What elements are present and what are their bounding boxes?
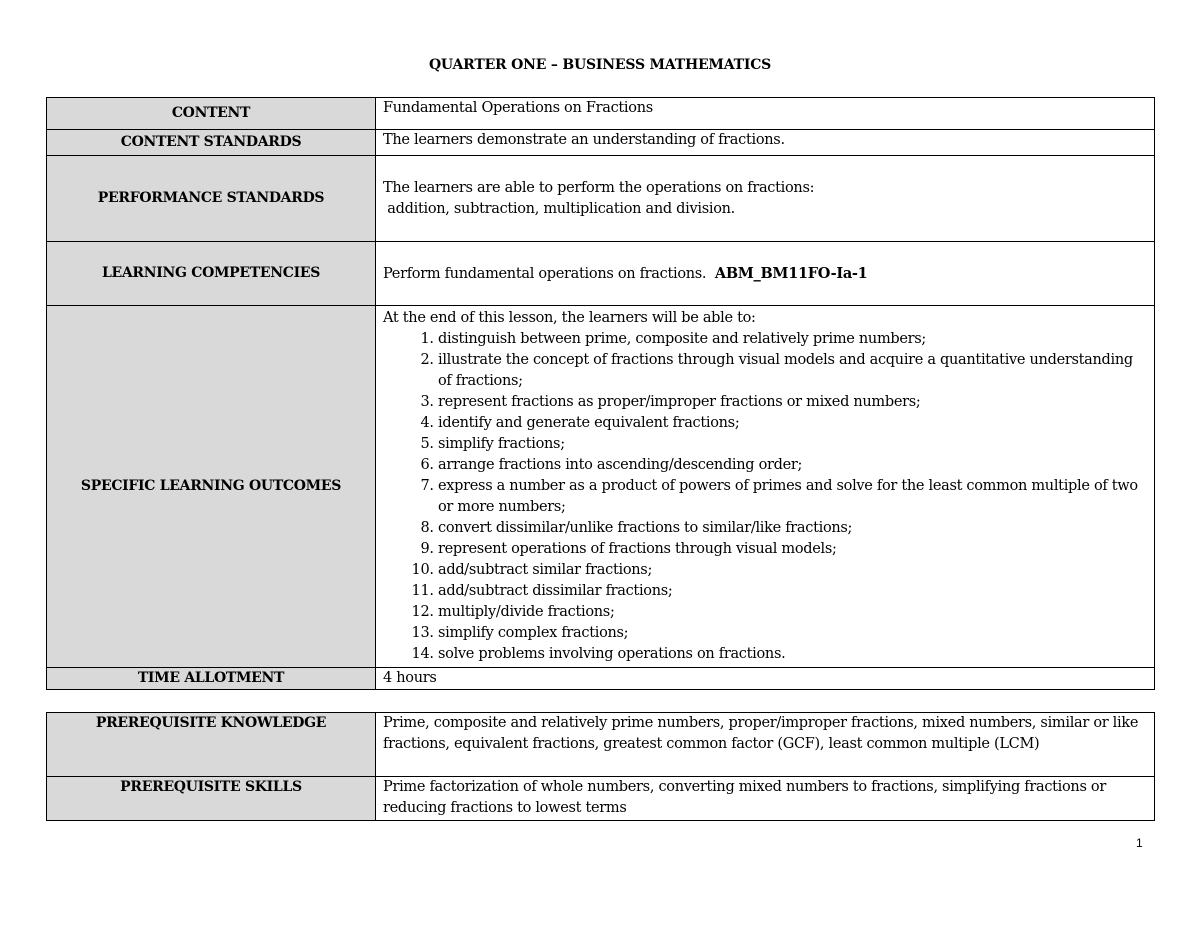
list-item: 7. express a number as a product of powers of primes and solve for the least common multiple of two or more numbers; bbox=[438, 476, 1147, 518]
prerequisites-table bbox=[46, 712, 1155, 821]
row-performance-standards bbox=[47, 156, 1155, 242]
prereq-knowledge-value: Prime, composite and relatively prime numbers, proper/improper fractions, mixed numbers, similar or like fractions, equivalent fractions, greatest common factor (GCF), least common multiple (LCM) bbox=[376, 713, 1155, 777]
row-time-allotment bbox=[47, 668, 1155, 690]
prereq-knowledge-label: PREREQUISITE KNOWLEDGE bbox=[47, 713, 376, 777]
content-value: Fundamental Operations on Fractions bbox=[376, 98, 1155, 130]
prereq-skills-label: PREREQUISITE SKILLS bbox=[47, 777, 376, 821]
list-item: 11. add/subtract dissimilar fractions; bbox=[438, 581, 1147, 602]
competency-code: ABM_BM11FO-Ia-1 bbox=[714, 264, 868, 282]
list-item: 2. illustrate the concept of fractions through visual models and acquire a quantitative understanding of fractions; bbox=[438, 350, 1147, 392]
time-allotment-value: 4 hours bbox=[376, 668, 1155, 690]
row-specific-outcomes bbox=[47, 306, 1155, 668]
lesson-overview-table bbox=[46, 97, 1155, 690]
specific-outcomes-label: SPECIFIC LEARNING OUTCOMES bbox=[47, 306, 376, 668]
performance-standards-label: PERFORMANCE STANDARDS bbox=[47, 156, 376, 242]
performance-standards-line2: addition, subtraction, multiplication and division. bbox=[383, 200, 735, 217]
document-title: QUARTER ONE – BUSINESS MATHEMATICS bbox=[428, 57, 772, 73]
list-item: 6. arrange fractions into ascending/descending order; bbox=[438, 455, 1147, 476]
list-item: 10. add/subtract similar fractions; bbox=[438, 560, 1147, 581]
list-item: 4. identify and generate equivalent fractions; bbox=[438, 413, 1147, 434]
list-item: 13. simplify complex fractions; bbox=[438, 623, 1147, 644]
row-prereq-skills bbox=[47, 777, 1155, 821]
content-standards-value: The learners demonstrate an understanding of fractions. bbox=[376, 130, 1155, 156]
time-allotment-label: TIME ALLOTMENT bbox=[47, 668, 376, 690]
learning-competencies-label: LEARNING COMPETENCIES bbox=[47, 242, 376, 306]
row-content bbox=[47, 98, 1155, 130]
row-content-standards bbox=[47, 130, 1155, 156]
row-learning-competencies bbox=[47, 242, 1155, 306]
page-number: 1 bbox=[1136, 836, 1143, 850]
performance-standards-value bbox=[376, 156, 1155, 242]
specific-outcomes-value bbox=[376, 306, 1155, 668]
list-item: 5. simplify fractions; bbox=[438, 434, 1147, 455]
content-label: CONTENT bbox=[47, 98, 376, 130]
performance-standards-line1: The learners are able to perform the operations on fractions: bbox=[383, 179, 815, 196]
list-item: 12. multiply/divide fractions; bbox=[438, 602, 1147, 623]
list-item: 8. convert dissimilar/unlike fractions to similar/like fractions; bbox=[438, 518, 1147, 539]
learning-competencies-value bbox=[376, 242, 1155, 306]
list-item: 1. distinguish between prime, composite and relatively prime numbers; bbox=[438, 329, 1147, 350]
row-prereq-knowledge bbox=[47, 713, 1155, 777]
content-standards-label: CONTENT STANDARDS bbox=[47, 130, 376, 156]
outcomes-intro: At the end of this lesson, the learners will be able to: bbox=[383, 310, 756, 326]
list-item: 9. represent operations of fractions through visual models; bbox=[438, 539, 1147, 560]
outcomes-list bbox=[383, 329, 1147, 665]
list-item: 14. solve problems involving operations on fractions. bbox=[438, 644, 1147, 665]
prereq-skills-value: Prime factorization of whole numbers, converting mixed numbers to fractions, simplifying fractions or reducing fractions to lowest terms bbox=[376, 777, 1155, 821]
list-item: 3. represent fractions as proper/improper fractions or mixed numbers; bbox=[438, 392, 1147, 413]
learning-competencies-text: Perform fundamental operations on fractions. bbox=[383, 265, 707, 282]
